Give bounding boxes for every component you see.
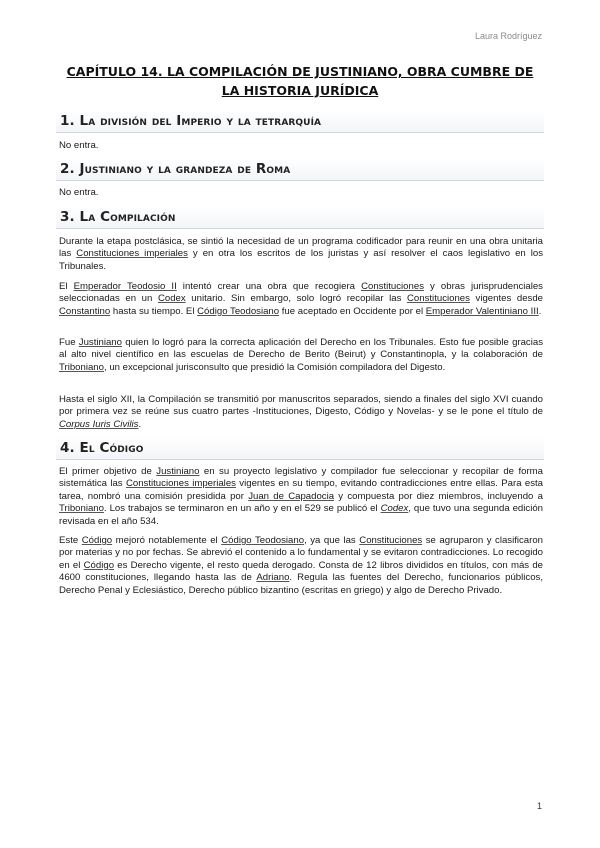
text-run: . [538, 305, 542, 317]
term-link: Código Teodosiano [221, 535, 305, 546]
term-link: Código [83, 559, 115, 571]
term-link: Constituciones imperiales [125, 478, 236, 490]
section-heading-3 [56, 206, 544, 229]
term-link: Constituciones imperiales [76, 248, 188, 260]
term-link: Código Teodosiano [197, 305, 280, 317]
section-heading-2-text: 2. Justiniano y la grandeza de Roma [60, 161, 291, 177]
text-run: es Derecho vigente, el resto queda derogado. Consta de 12 libros divididos en títulos, con más de 4600 constituciones, llegando hasta las de [59, 559, 543, 584]
text-run: intentó crear una obra que recogiera [176, 281, 362, 292]
text-run: El primer objetivo de [59, 466, 157, 477]
text-run: quien lo logró para la correcta aplicación del Derecho en los Tribunales. Esto fue posible gracias al alto nivel científico en las escuelas de Derecho de Berito (Beirut) y Constantinopla, y la colaboración de [59, 337, 543, 361]
text-run: en su proyecto legislativo y compilador fue seleccionar y recopilar de forma sistemática las [59, 466, 543, 490]
section-heading-4 [56, 437, 544, 460]
text-run: Fue [59, 337, 79, 348]
term-link: Emperador Teodosio II [73, 281, 177, 292]
term-link: Juan de Capadocia [248, 490, 335, 502]
text-run: Durante la etapa postclásica, se sintió la necesidad de un programa codificador para reunir en una obra unitaria las [59, 236, 543, 260]
s3-paragraph-1 [59, 236, 543, 273]
text-run: fue aceptado en Occidente por el [279, 305, 426, 317]
text-run: y en otra los escritos de los juristas y así resolver el caos legislativo en los Tribunales. [59, 248, 543, 272]
term-link: Constantino [59, 305, 111, 317]
term-link: Justiniano [78, 337, 122, 348]
term-link: Corpus Iuris Civilis [59, 418, 139, 430]
header-author: Laura Rodríguez [474, 31, 542, 41]
text-run: se agruparon y clasificaron por materias y no por fechas. Se abrevió el contenido a lo fundamental y se evitaron contradicciones. Lo recogido en el [59, 535, 544, 571]
chapter-title: CAPÍTULO 14. LA COMPILACIÓN DE JUSTINIANO, OBRA CUMBRE DE LA HISTORIA JURÍDICA [66, 64, 534, 98]
text-run: Hasta el siglo XII, la Compilación se transmitió por manuscritos separados, siendo a finales del siglo XVI cuando por primera vez se reúne sus cuatro partes -Instituciones, Digesto, Código y Novelas- y se le pone el título de [59, 394, 543, 418]
text-run: unitario. Sin embargo, solo logró recopilar las [185, 293, 407, 305]
term-link: Adriano [256, 572, 290, 584]
text-run: El [59, 281, 74, 292]
text-run: . [138, 418, 142, 430]
s4-paragraph-2 [59, 535, 543, 597]
term-link: Código [81, 535, 113, 546]
s4-paragraph-1 [59, 466, 543, 528]
text-run: y compuesta por diez miembros, incluyendo a [334, 490, 543, 502]
s3-paragraph-3 [59, 337, 543, 374]
term-link: Triboniano [59, 503, 104, 515]
text-run: . Los trabajos se terminaron en un año y en el 529 se publicó el [103, 503, 381, 515]
section-heading-2 [56, 158, 544, 181]
term-link: Constituciones [361, 281, 424, 292]
section-heading-1 [56, 110, 544, 133]
text-run: , un excepcional jurisconsulto que presidió la Comisión compiladora del Digesto. [103, 361, 446, 373]
term-link: Emperador Valentiniano III [425, 305, 539, 317]
text-run: Este [59, 535, 82, 546]
text-run: , ya que las [304, 535, 360, 546]
section-2-body: No entra. [59, 187, 99, 198]
s3-paragraph-4 [59, 394, 543, 431]
term-link: Triboniano [59, 361, 104, 373]
section-1-body: No entra. [59, 140, 99, 151]
s3-paragraph-2 [59, 281, 543, 318]
text-run: hasta su tiempo. El [110, 305, 198, 317]
term-link: Justiniano [156, 466, 200, 477]
page-number: 1 [536, 801, 542, 811]
section-heading-1-text: 1. La división del Imperio y la tetrarquía [60, 113, 322, 129]
text-run: , que tuvo una segunda edición revisada en el año 534. [59, 503, 543, 527]
term-link: Constituciones [359, 535, 423, 546]
text-run: . Regula las fuentes del Derecho, funcionarios públicos, Derecho Penal y Eclesiástico, Derecho público bizantino (escritas en griego) y algo de Derecho Privado. [59, 572, 543, 596]
section-heading-4-text: 4. El Código [60, 440, 144, 456]
term-link: Constituciones [407, 293, 470, 305]
text-run: vigentes desde [469, 293, 544, 305]
text-run: y obras jurisprudenciales seleccionadas en un [59, 281, 543, 305]
text-run: mejoró notablemente el [112, 535, 222, 546]
term-link: Codex [157, 293, 186, 305]
section-heading-3-text: 3. La Compilación [60, 209, 176, 225]
term-link: Codex [380, 503, 409, 515]
text-run: vigentes en su tiempo, evitando contradicciones entre ellas. Para esta tarea, nombró una comisión presidida por [59, 478, 544, 502]
